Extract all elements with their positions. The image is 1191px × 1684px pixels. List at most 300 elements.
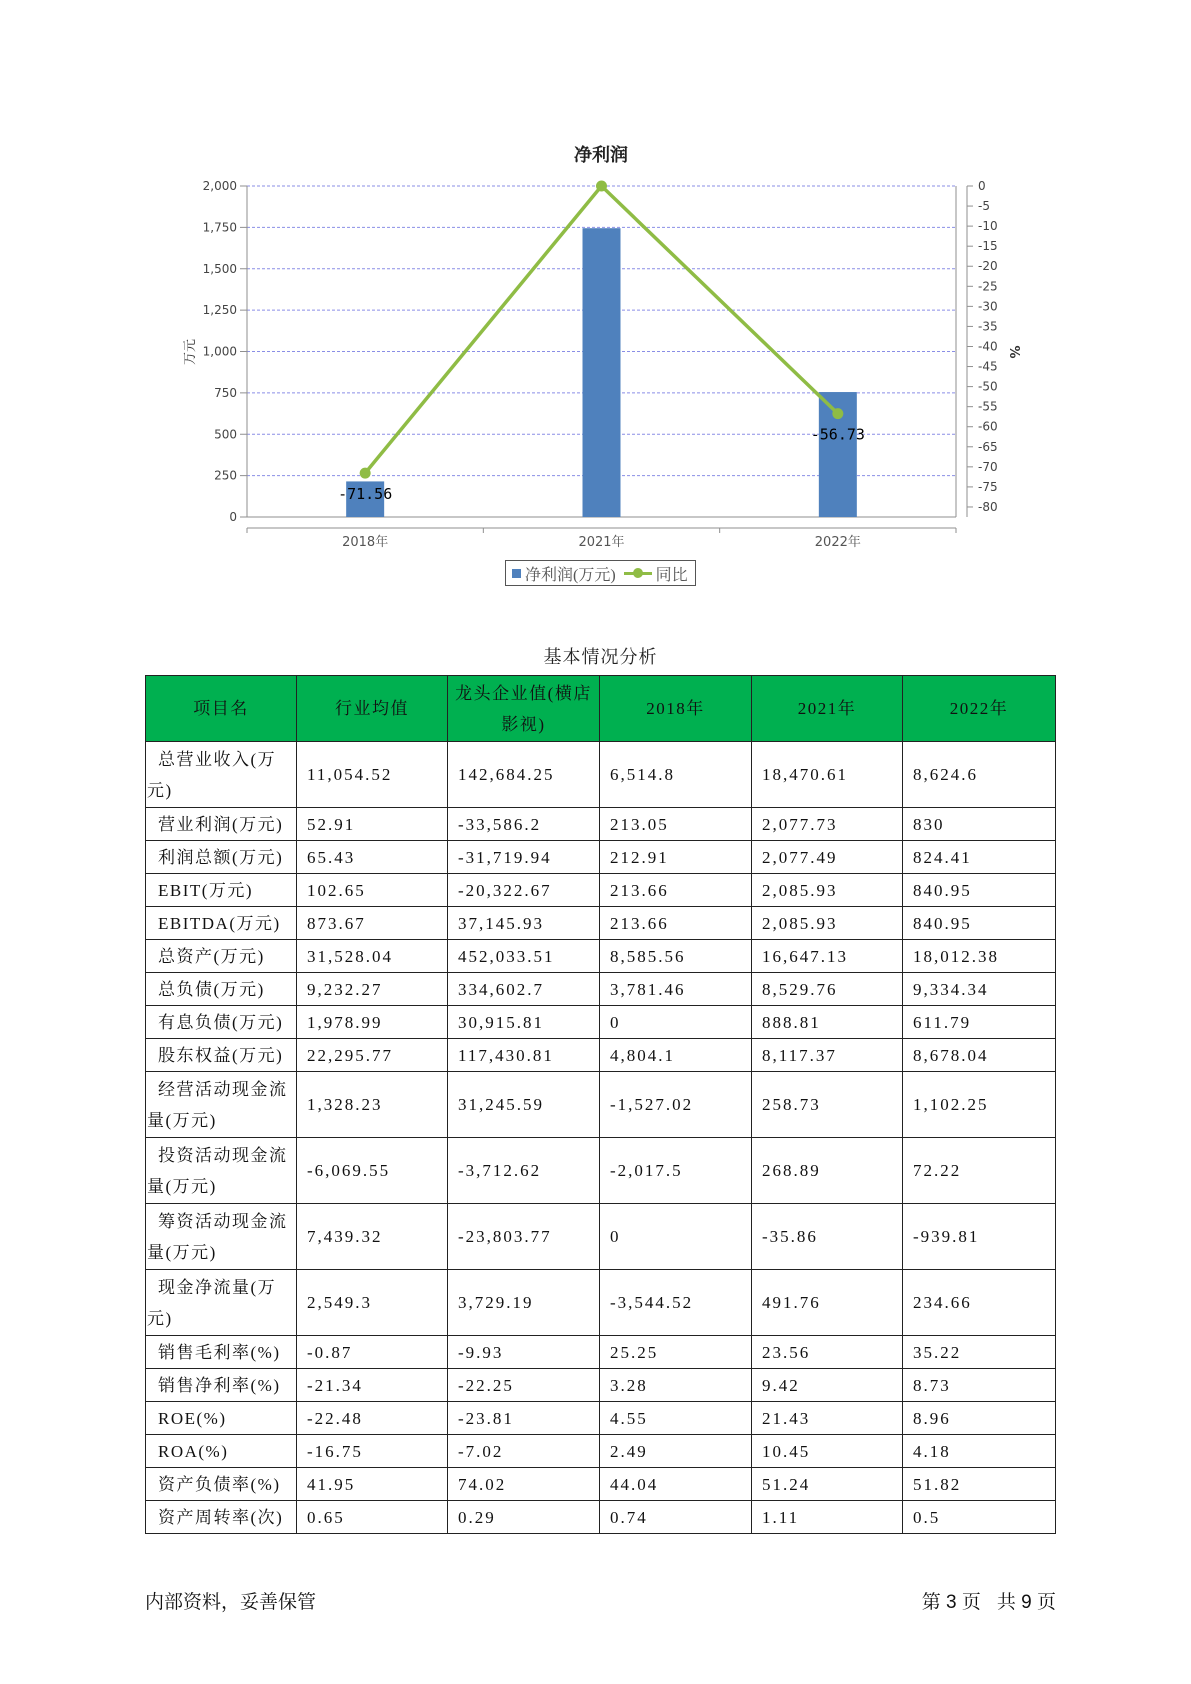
- row-label: 销售毛利率(%): [158, 1342, 281, 1362]
- cell-value: 22,295.77: [307, 1045, 393, 1065]
- table-cell: [600, 1204, 752, 1270]
- table-row: [146, 1270, 1056, 1336]
- table-row: [146, 1501, 1056, 1534]
- table-header-label: 龙头企业值(横店影视): [455, 683, 592, 734]
- table-cell: [297, 1270, 448, 1336]
- cell-value: 8.73: [913, 1375, 951, 1395]
- y-tick-label-right: 0: [978, 179, 986, 193]
- table-cell: [448, 1039, 600, 1072]
- cell-value: 4.18: [913, 1441, 951, 1461]
- table-cell: [448, 973, 600, 1006]
- cell-value: 0: [610, 1227, 621, 1246]
- row-label: 营业利润(万元): [158, 814, 284, 834]
- table-cell: [448, 808, 600, 841]
- table-cell: [903, 1039, 1056, 1072]
- table-cell: [903, 1501, 1056, 1534]
- cell-value: 4.55: [610, 1408, 648, 1428]
- table-cell: [297, 1072, 448, 1138]
- cell-value: 1,328.23: [307, 1095, 383, 1114]
- row-label: 股东权益(万元): [158, 1045, 284, 1065]
- table-cell: [600, 1072, 752, 1138]
- table-cell: [903, 1336, 1056, 1369]
- table-cell: [903, 1468, 1056, 1501]
- y-tick-label-left: 250: [214, 468, 237, 483]
- data-label-yoy: -71.56: [338, 485, 393, 504]
- table-header-label: 行业均值: [335, 699, 409, 718]
- row-label: ROE(%): [158, 1408, 227, 1428]
- cell-value: 8,117.37: [762, 1045, 837, 1065]
- point-yoy: [596, 181, 607, 192]
- data-label-yoy: -56.73: [810, 425, 865, 444]
- cell-value: 117,430.81: [458, 1045, 554, 1065]
- cell-value: 16,647.13: [762, 946, 848, 966]
- table-cell: [600, 907, 752, 940]
- cell-value: 142,684.25: [458, 765, 555, 784]
- table-cell: [903, 841, 1056, 874]
- cell-value: 11,054.52: [307, 765, 393, 784]
- y-tick-label-right: -45: [978, 359, 998, 374]
- table-cell: [752, 940, 903, 973]
- cell-value: 0.29: [458, 1507, 496, 1527]
- table-row: [146, 1204, 1056, 1270]
- table-cell: [752, 841, 903, 874]
- cell-value: 52.91: [307, 814, 356, 834]
- table-cell: [903, 874, 1056, 907]
- table-row: [146, 1435, 1056, 1468]
- row-label: 现金净流量(万元): [147, 1277, 277, 1328]
- table-body: [146, 742, 1056, 1534]
- row-label-cell: [146, 742, 297, 808]
- y-axis-label-right: %: [1006, 345, 1021, 359]
- cell-value: 452,033.51: [458, 946, 555, 966]
- table-cell: [903, 1006, 1056, 1039]
- cell-value: 102.65: [307, 880, 366, 900]
- row-label-cell: [146, 874, 297, 907]
- cell-value: 840.95: [913, 880, 972, 900]
- table-row: [146, 1336, 1056, 1369]
- table-cell: [903, 1072, 1056, 1138]
- table-cell: [903, 1369, 1056, 1402]
- cell-value: 491.76: [762, 1293, 821, 1312]
- table-cell: [448, 1369, 600, 1402]
- table-cell: [448, 1072, 600, 1138]
- y-tick-label-right: -10: [978, 219, 998, 234]
- row-label: 总负债(万元): [158, 979, 265, 999]
- table-cell: [752, 1501, 903, 1534]
- table-cell: [448, 1336, 600, 1369]
- cell-value: 2,077.73: [762, 814, 838, 834]
- table-row: [146, 808, 1056, 841]
- y-axis-label-left: 万元: [183, 338, 198, 366]
- cell-value: -9.93: [458, 1342, 504, 1362]
- basic-analysis-table: [145, 675, 1056, 1534]
- table-cell: [752, 1270, 903, 1336]
- cell-value: 72.22: [913, 1161, 962, 1180]
- cell-value: 3,729.19: [458, 1293, 534, 1312]
- point-yoy: [360, 468, 371, 479]
- cell-value: 4,804.1: [610, 1045, 675, 1065]
- x-tick-label: 2018年: [342, 535, 389, 550]
- table-cell: [297, 742, 448, 808]
- footer-pagination: [922, 1590, 1056, 1616]
- cell-value: 3,781.46: [610, 979, 686, 999]
- cell-value: 611.79: [913, 1012, 972, 1032]
- cell-value: 1,978.99: [307, 1012, 383, 1032]
- table-cell: [448, 1204, 600, 1270]
- table-row: [146, 1402, 1056, 1435]
- cell-value: -21.34: [307, 1375, 363, 1395]
- page-total: 共 9 页: [996, 1592, 1056, 1613]
- cell-value: -22.48: [307, 1408, 363, 1428]
- table-cell: [752, 1072, 903, 1138]
- row-label-cell: [146, 907, 297, 940]
- row-label: 经营活动现金流量(万元): [147, 1079, 288, 1130]
- cell-value: 2,549.3: [307, 1293, 372, 1312]
- row-label: 利润总额(万元): [158, 847, 284, 867]
- table-cell: [448, 1435, 600, 1468]
- y-tick-label-right: -50: [978, 379, 998, 394]
- cell-value: -31,719.94: [458, 847, 552, 867]
- cell-value: -23.81: [458, 1408, 514, 1428]
- row-label-cell: [146, 1501, 297, 1534]
- table-cell: [297, 1204, 448, 1270]
- cell-value: 21.43: [762, 1408, 811, 1428]
- cell-value: 9.42: [762, 1375, 800, 1395]
- row-label-cell: [146, 1435, 297, 1468]
- y-tick-label-right: -25: [978, 279, 998, 294]
- y-tick-label-right: -80: [978, 499, 998, 514]
- table-cell: [903, 808, 1056, 841]
- table-cell: [752, 1138, 903, 1204]
- table-cell: [448, 1501, 600, 1534]
- row-label-cell: [146, 841, 297, 874]
- row-label: 销售净利率(%): [158, 1375, 281, 1395]
- cell-value: 31,245.59: [458, 1095, 544, 1114]
- table-row: [146, 940, 1056, 973]
- table-cell: [752, 808, 903, 841]
- cell-value: 0.65: [307, 1507, 345, 1527]
- y-tick-label-right: -5: [978, 199, 990, 214]
- cell-value: 30,915.81: [458, 1012, 544, 1032]
- table-cell: [297, 973, 448, 1006]
- y-tick-label-left: 750: [214, 385, 237, 400]
- bar-net-profit: [583, 228, 621, 517]
- table-row: [146, 1039, 1056, 1072]
- row-label-cell: [146, 1468, 297, 1501]
- cell-value: 8.96: [913, 1408, 951, 1428]
- table-cell: [752, 1006, 903, 1039]
- cell-value: 8,624.6: [913, 765, 978, 784]
- cell-value: -20,322.67: [458, 880, 552, 900]
- cell-value: 0.5: [913, 1507, 941, 1527]
- y-tick-label-right: -55: [978, 399, 998, 414]
- cell-value: 2,077.49: [762, 847, 838, 867]
- y-tick-label-right: -75: [978, 479, 998, 494]
- table-cell: [752, 1039, 903, 1072]
- cell-value: 51.24: [762, 1474, 811, 1494]
- row-label: 投资活动现金流量(万元): [147, 1145, 288, 1196]
- cell-value: 9,232.27: [307, 979, 383, 999]
- cell-value: 3.28: [610, 1375, 648, 1395]
- cell-value: 873.67: [307, 913, 366, 933]
- cell-value: -939.81: [913, 1227, 980, 1246]
- cell-value: 888.81: [762, 1012, 821, 1032]
- x-tick-label: 2021年: [578, 535, 625, 550]
- row-label: 资产负债率(%): [158, 1474, 281, 1494]
- table-cell: [448, 1138, 600, 1204]
- table-cell: [752, 874, 903, 907]
- table-cell: [297, 1336, 448, 1369]
- table-cell: [448, 841, 600, 874]
- table-cell: [297, 1402, 448, 1435]
- row-label-cell: [146, 1204, 297, 1270]
- table-cell: [297, 1501, 448, 1534]
- table-cell: [448, 907, 600, 940]
- chart-legend: [505, 560, 696, 586]
- table-cell: [903, 1270, 1056, 1336]
- cell-value: 2,085.93: [762, 913, 838, 933]
- table-cell: [600, 1435, 752, 1468]
- table-cell: [600, 1006, 752, 1039]
- table-cell: [600, 1501, 752, 1534]
- legend-line-dot: [633, 568, 643, 578]
- table-cell: [903, 973, 1056, 1006]
- table-header-label: 2018年: [646, 699, 705, 718]
- table-cell: [752, 907, 903, 940]
- table-cell: [448, 874, 600, 907]
- y-tick-label-right: -70: [978, 459, 998, 474]
- cell-value: 840.95: [913, 913, 972, 933]
- table-cell: [297, 874, 448, 907]
- cell-value: -22.25: [458, 1375, 514, 1395]
- table-row: [146, 1468, 1056, 1501]
- table-header-label: 2022年: [949, 699, 1009, 718]
- cell-value: 334,602.7: [458, 979, 544, 999]
- table-cell: [297, 841, 448, 874]
- cell-value: 258.73: [762, 1095, 821, 1114]
- table-cell: [297, 1006, 448, 1039]
- table-row: [146, 841, 1056, 874]
- y-tick-label-left: 2,000: [202, 179, 237, 193]
- table-cell: [752, 1402, 903, 1435]
- cell-value: 234.66: [913, 1293, 972, 1312]
- row-label-cell: [146, 1369, 297, 1402]
- cell-value: -16.75: [307, 1441, 363, 1461]
- row-label: EBITDA(万元): [158, 913, 281, 933]
- cell-value: 8,529.76: [762, 979, 838, 999]
- table-row: [146, 874, 1056, 907]
- y-tick-label-left: 1,250: [202, 303, 237, 318]
- legend-line-swatch: [624, 572, 652, 575]
- table-cell: [297, 1468, 448, 1501]
- cell-value: 8,585.56: [610, 946, 686, 966]
- y-tick-label-right: -20: [978, 259, 998, 274]
- table-cell: [600, 1138, 752, 1204]
- row-label-cell: [146, 1402, 297, 1435]
- row-label-cell: [146, 808, 297, 841]
- cell-value: 1.11: [762, 1507, 800, 1527]
- cell-value: 41.95: [307, 1474, 356, 1494]
- y-tick-label-right: -40: [978, 339, 998, 354]
- cell-value: -1,527.02: [610, 1095, 694, 1114]
- table-row: [146, 1006, 1056, 1039]
- table-header-label: 2021年: [797, 699, 857, 718]
- table-cell: [600, 808, 752, 841]
- cell-value: 9,334.34: [913, 979, 989, 999]
- table-cell: [752, 973, 903, 1006]
- table-header-cell: [600, 676, 752, 742]
- table-cell: [600, 1336, 752, 1369]
- table-header-cell: [297, 676, 448, 742]
- table-cell: [600, 1039, 752, 1072]
- y-tick-label-left: 1,750: [202, 220, 237, 235]
- cell-value: 31,528.04: [307, 946, 393, 966]
- table-cell: [600, 973, 752, 1006]
- row-label-cell: [146, 940, 297, 973]
- table-cell: [600, 940, 752, 973]
- cell-value: 213.66: [610, 913, 669, 933]
- table-cell: [903, 742, 1056, 808]
- table-row: [146, 1138, 1056, 1204]
- cell-value: 44.04: [610, 1474, 659, 1494]
- table-cell: [903, 907, 1056, 940]
- y-tick-label-left: 1,500: [202, 261, 237, 276]
- cell-value: 0: [610, 1012, 621, 1032]
- cell-value: 2.49: [610, 1441, 648, 1461]
- footer-note: 内部资料，妥善保管: [145, 1592, 317, 1613]
- legend-bar-swatch: [512, 569, 521, 578]
- cell-value: 10.45: [762, 1441, 811, 1461]
- table-header-cell: [752, 676, 903, 742]
- row-label: EBIT(万元): [158, 880, 254, 900]
- cell-value: 35.22: [913, 1342, 962, 1362]
- table-cell: [903, 1402, 1056, 1435]
- cell-value: 65.43: [307, 847, 356, 867]
- table-row: [146, 1369, 1056, 1402]
- cell-value: 51.82: [913, 1474, 962, 1494]
- table-row: [146, 742, 1056, 808]
- x-tick-label: 2022年: [814, 535, 861, 550]
- cell-value: 824.41: [913, 847, 972, 867]
- cell-value: -6,069.55: [307, 1161, 391, 1180]
- y-tick-label-left: 1,000: [202, 344, 237, 359]
- table-cell: [600, 1369, 752, 1402]
- cell-value: 0.74: [610, 1507, 648, 1527]
- table-cell: [297, 808, 448, 841]
- table-cell: [600, 874, 752, 907]
- table-cell: [600, 742, 752, 808]
- table-header-cell: [903, 676, 1056, 742]
- y-tick-label-left: 500: [214, 427, 237, 442]
- row-label-cell: [146, 1270, 297, 1336]
- table-cell: [903, 940, 1056, 973]
- table-cell: [448, 1006, 600, 1039]
- table-cell: [448, 742, 600, 808]
- net-profit-chart: [0, 0, 1191, 600]
- table-cell: [297, 907, 448, 940]
- y-tick-label-left: 0: [229, 510, 237, 524]
- row-label: 有息负债(万元): [158, 1012, 284, 1032]
- table-cell: [903, 1138, 1056, 1204]
- table-cell: [752, 1468, 903, 1501]
- table-cell: [448, 1270, 600, 1336]
- table-cell: [600, 1468, 752, 1501]
- cell-value: -0.87: [307, 1342, 353, 1362]
- y-tick-label-right: -60: [978, 419, 998, 434]
- cell-value: -23,803.77: [458, 1227, 552, 1246]
- table-header-cell: [448, 676, 600, 742]
- row-label: 总营业收入(万元): [147, 749, 277, 800]
- point-yoy: [832, 408, 843, 419]
- table-cell: [297, 1369, 448, 1402]
- table-cell: [448, 1468, 600, 1501]
- table-row: [146, 1072, 1056, 1138]
- y-tick-label-right: -15: [978, 239, 998, 254]
- table-cell: [752, 1435, 903, 1468]
- table-cell: [752, 1369, 903, 1402]
- cell-value: 7,439.32: [307, 1227, 383, 1246]
- table-cell: [903, 1204, 1056, 1270]
- row-label-cell: [146, 1072, 297, 1138]
- cell-value: 25.25: [610, 1342, 659, 1362]
- cell-value: 212.91: [610, 847, 669, 867]
- cell-value: 37,145.93: [458, 913, 544, 933]
- table-cell: [297, 1039, 448, 1072]
- table-cell: [600, 1402, 752, 1435]
- cell-value: 8,678.04: [913, 1045, 989, 1065]
- table-cell: [297, 940, 448, 973]
- row-label-cell: [146, 1336, 297, 1369]
- row-label: 资产周转率(次): [158, 1507, 284, 1527]
- cell-value: 74.02: [458, 1474, 507, 1494]
- cell-value: -2,017.5: [610, 1161, 683, 1180]
- table-header-cell: [146, 676, 297, 742]
- table-row: [146, 907, 1056, 940]
- cell-value: -7.02: [458, 1441, 504, 1461]
- cell-value: 18,470.61: [762, 765, 848, 784]
- table-cell: [600, 1270, 752, 1336]
- table-header-label: 项目名: [193, 699, 249, 718]
- table-cell: [297, 1435, 448, 1468]
- page-number: 第 3 页: [921, 1592, 981, 1613]
- row-label: 总资产(万元): [158, 946, 265, 966]
- y-tick-label-right: -35: [978, 319, 998, 334]
- table-row: [146, 973, 1056, 1006]
- row-label-cell: [146, 1039, 297, 1072]
- table-cell: [448, 1402, 600, 1435]
- cell-value: 213.05: [610, 814, 669, 834]
- cell-value: -33,586.2: [458, 814, 542, 834]
- cell-value: -35.86: [762, 1227, 818, 1246]
- cell-value: 213.66: [610, 880, 669, 900]
- row-label: 筹资活动现金流量(万元): [147, 1211, 288, 1262]
- y-tick-label-right: -65: [978, 439, 998, 454]
- table-cell: [903, 1435, 1056, 1468]
- cell-value: -3,544.52: [610, 1293, 694, 1312]
- legend-label-net-profit: 净利润(万元): [525, 566, 616, 584]
- table-cell: [752, 742, 903, 808]
- cell-value: -3,712.62: [458, 1161, 542, 1180]
- table-cell: [600, 841, 752, 874]
- table-header-row: [146, 676, 1056, 742]
- row-label-cell: [146, 973, 297, 1006]
- cell-value: 1,102.25: [913, 1095, 989, 1114]
- cell-value: 23.56: [762, 1342, 811, 1362]
- cell-value: 2,085.93: [762, 880, 838, 900]
- legend-label-yoy: 同比: [655, 566, 688, 584]
- cell-value: 268.89: [762, 1161, 821, 1180]
- row-label-cell: [146, 1006, 297, 1039]
